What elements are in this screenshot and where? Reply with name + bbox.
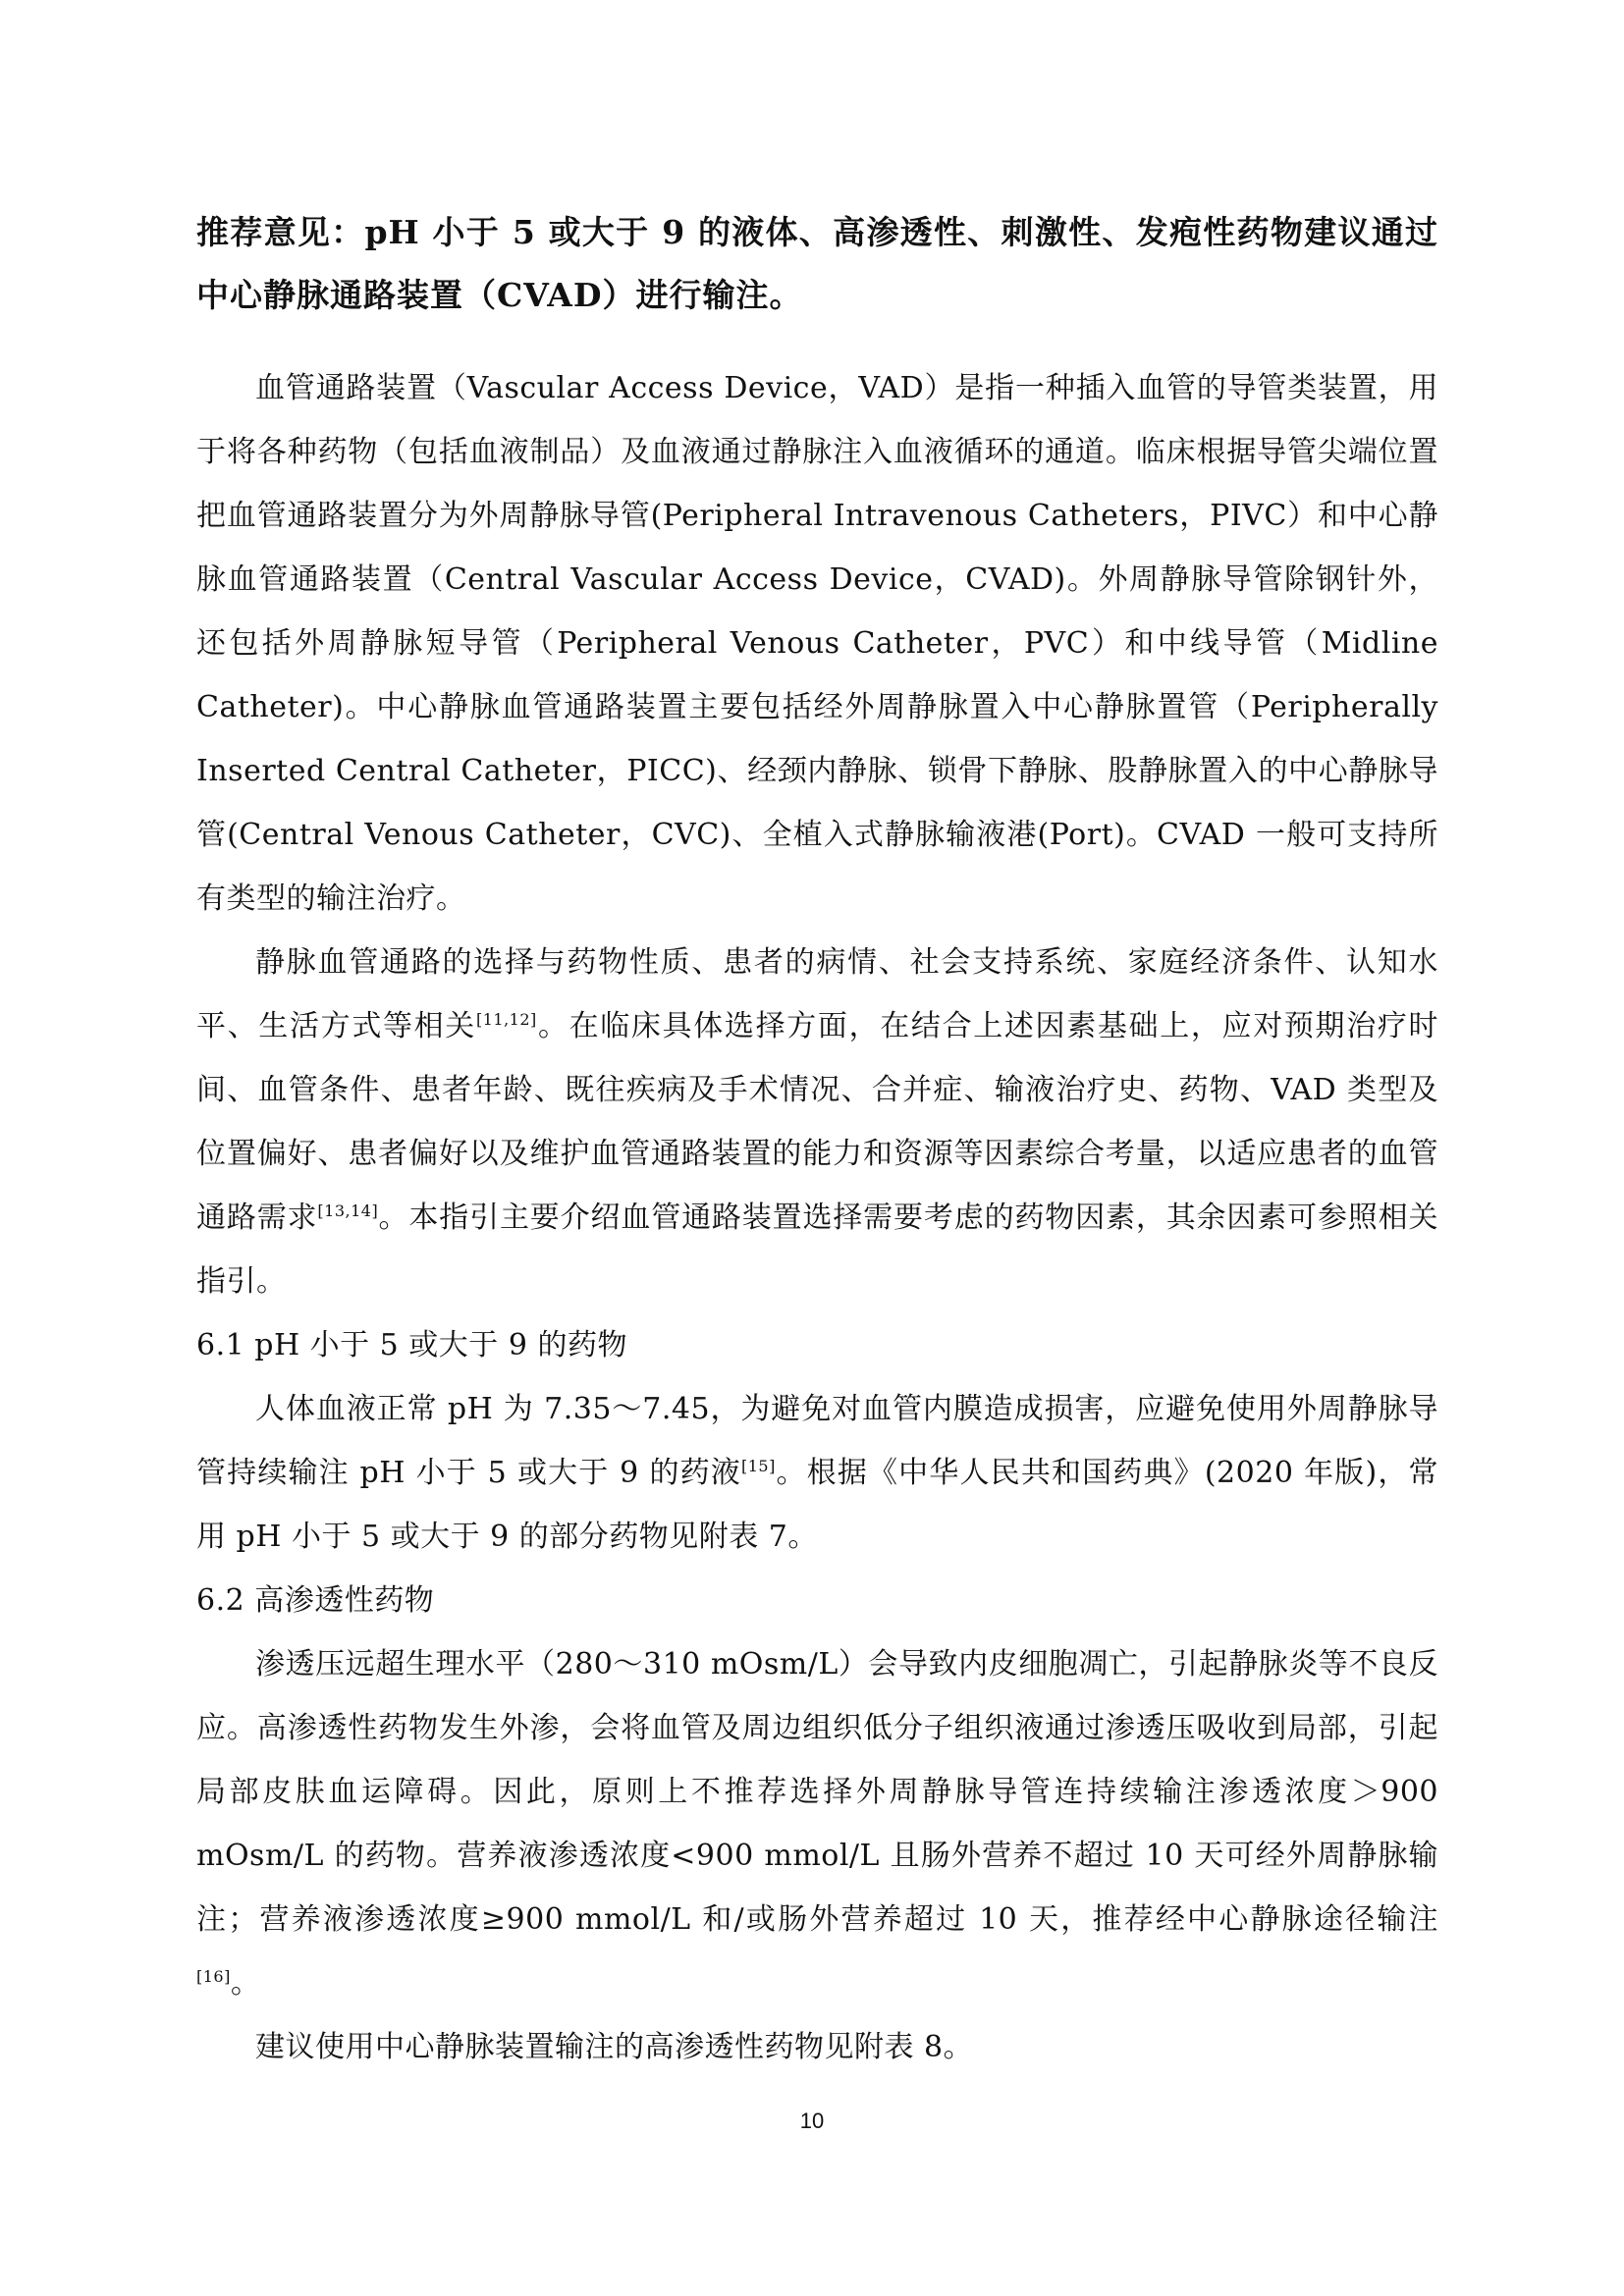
paragraph-text: 静脉血管通路的选择与药物性质、患者的病情、社会支持系统、家庭经济条件、认知水平、生活方式等相关 (196, 945, 1438, 1043)
paragraph-vascular-access-selection (196, 931, 1438, 1313)
page-number: 10 (799, 2109, 825, 2133)
paragraph-vad-definition: 血管通路装置（Vascular Access Device，VAD）是指一种插入血管的导管类装置，用于将各种药物（包括血液制品）及血液通过静脉注入血液循环的通道。临床根据导管尖端位置把血管通路装置分为外周静脉导管(Peripheral Intravenous Catheters，PIVC）和中心静脉血管通路装置（Central Vascular Access Device，CVAD)。外周静脉导管除钢针外，还包括外周静脉短导管（Peripheral Venous Catheter，PVC）和中线导管（Midline Catheter)。中心静脉血管通路装置主要包括经外周静脉置入中心静脉置管（Peripherally Inserted Central Catheter，PICC)、经颈内静脉、锁骨下静脉、股静脉置入的中心静脉导管(Central Venous Catheter，CVC)、全植入式静脉输液港(Port)。CVAD 一般可支持所有类型的输注治疗。 (196, 371, 1438, 916)
page-content (196, 201, 1438, 2079)
citation: [13,14] (317, 1201, 379, 1220)
paragraph-hyperosmotic-drugs (196, 1632, 1438, 2015)
recommendation-text: 推荐意见：pH 小于 5 或大于 9 的液体、高渗透性、刺激性、发疱性药物建议通过中心静脉通路装置（CVAD）进行输注。 (196, 213, 1438, 314)
citation: [16] (196, 1967, 231, 1986)
paragraph-appendix-reference: 建议使用中心静脉装置输注的高渗透性药物见附表 8。 (255, 2030, 974, 2064)
paragraph-text: 。本指引主要介绍血管通路装置选择需要考虑的药物因素，其余因素可参照相关指引。 (196, 1201, 1438, 1299)
paragraph-text: 渗透压远超生理水平（280～310 mOsm/L）会导致内皮细胞凋亡，引起静脉炎等不良反应。高渗透性药物发生外渗，会将血管及周边组织低分子组织液通过渗透压吸收到局部，引起局部皮肤血运障碍。因此，原则上不推荐选择外周静脉导管连持续输注渗透浓度＞900 mOsm/L 的药物。营养液渗透浓度<900 mmol/L 且肠外营养不超过 10 天可经外周静脉输注；营养液渗透浓度≥900 mmol/L 和/或肠外营养超过 10 天，推荐经中心静脉途径输注 (196, 1647, 1438, 1937)
section-heading-6-1: 6.1 pH 小于 5 或大于 9 的药物 (196, 1328, 627, 1362)
citation: [11,12] (475, 1010, 537, 1029)
paragraph-text: 人体血液正常 pH 为 7.35～7.45，为避免对血管内膜造成损害，应避免使用外周静脉导管持续输注 pH 小于 5 或大于 9 的药液 (196, 1392, 1438, 1490)
paragraph-text: 。 (230, 1966, 261, 2001)
paragraph-ph-drugs (196, 1377, 1438, 1569)
paragraph-text: 。根据《中华人民共和国药典》(2020 年版)，常用 pH 小于 5 或大于 9 的部分药物见附表 7。 (196, 1456, 1438, 1554)
citation: [15] (740, 1457, 776, 1475)
section-heading-6-2: 6.2 高渗透性药物 (196, 1583, 435, 1618)
paragraph-text: 。在临床具体选择方面，在结合上述因素基础上，应对预期治疗时间、血管条件、患者年龄、既往疾病及手术情况、合并症、输液治疗史、药物、VAD 类型及位置偏好、患者偏好以及维护血管通路装置的能力和资源等因素综合考量，以适应患者的血管通路需求 (196, 1009, 1439, 1235)
